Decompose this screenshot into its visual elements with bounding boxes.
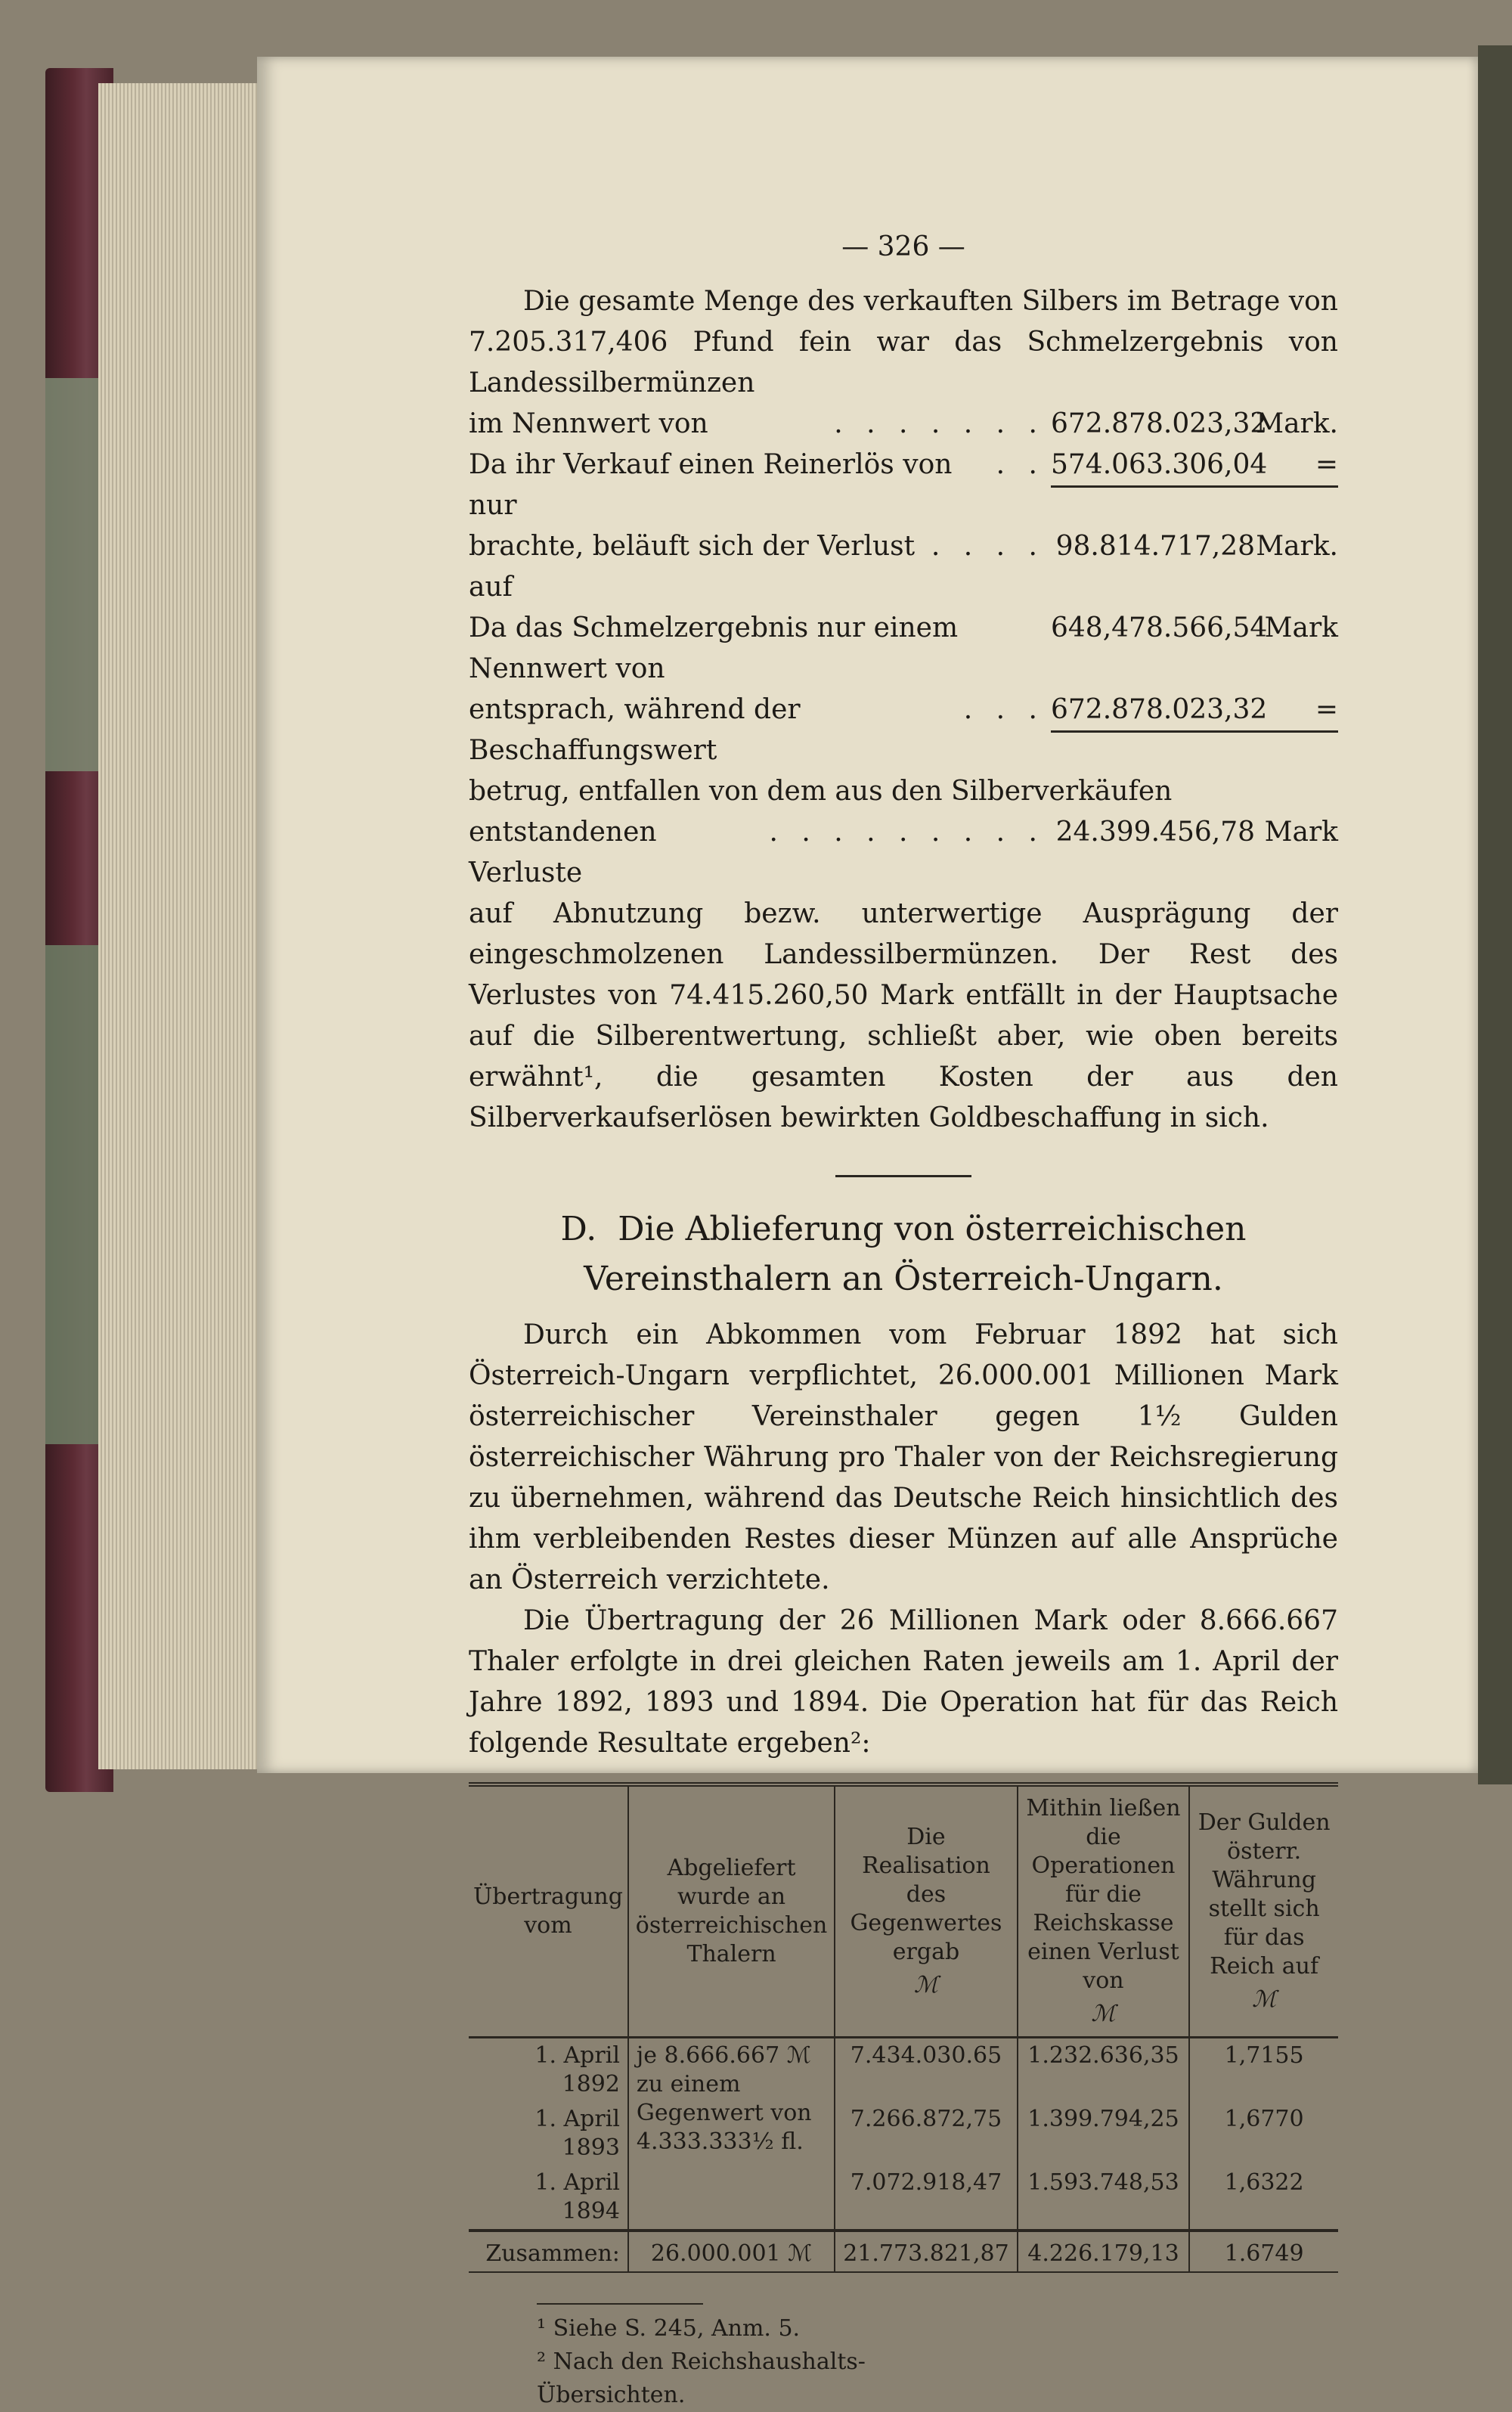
footnote-rule bbox=[537, 2303, 703, 2305]
calc-row bbox=[469, 771, 1338, 812]
cell-gulden: 1,6322 bbox=[1189, 2166, 1338, 2231]
cell-verlust: 1.232.636,35 bbox=[1018, 2038, 1190, 2103]
closing-paragraph: auf Abnutzung bezw. unterwertige Ausprägung der eingeschmolzenen Landessilbermünzen. Der Rest des Verlustes von 74.415.260,50 Mark entfällt in der Hauptsache auf die Silberentwertung, schließt aber, wie oben bereits erwähnt¹, die gesamten Kosten der aus den Silberverkaufserlösen bewirkten Goldbeschaffung in sich. bbox=[469, 898, 1338, 1133]
sum-gulden: 1.6749 bbox=[1189, 2231, 1338, 2272]
cell-realisation: 7.434.030.65 bbox=[835, 2038, 1017, 2103]
calc-row bbox=[469, 690, 1338, 771]
mark-symbol: ℳ bbox=[913, 1972, 938, 1998]
leader-dots: . . . . bbox=[931, 531, 1045, 562]
calc-amount: 648,478.566,54 bbox=[1051, 612, 1268, 643]
calc-label: Da das Schmelzergebnis nur einem Nennwert von bbox=[469, 612, 959, 684]
mark-symbol: ℳ bbox=[1252, 1986, 1277, 2013]
section-divider bbox=[835, 1175, 971, 1177]
table-header: Übertragung vom bbox=[469, 1784, 628, 2038]
calc-label: betrug, entfallen von dem aus den Silberverkäufen bbox=[469, 776, 1173, 807]
footnote: ¹ Siehe S. 245, Anm. 5. bbox=[537, 2315, 801, 2342]
cell-gulden: 1,7155 bbox=[1189, 2038, 1338, 2103]
sum-label: Zusammen: bbox=[469, 2231, 628, 2272]
footnote: ² Nach den Reichshaushalts-Übersichten. bbox=[537, 2348, 866, 2408]
cell-realisation: 7.072.918,47 bbox=[835, 2166, 1017, 2231]
sum-realisation: 21.773.821,87 bbox=[835, 2231, 1017, 2272]
calc-amount: 672.878.023,32 bbox=[1051, 690, 1255, 733]
footnotes bbox=[469, 2303, 885, 2412]
leader-dots: . . bbox=[996, 449, 1045, 480]
leader-dots: . . . bbox=[963, 694, 1045, 725]
table-header: Mithin ließen die Operationen für die Reichskasse einen Verlust von ℳ bbox=[1018, 1784, 1190, 2038]
calc-unit: = bbox=[1255, 690, 1338, 733]
results-table bbox=[469, 1782, 1338, 2273]
calc-unit: Mark bbox=[1264, 612, 1338, 643]
calc-unit: = bbox=[1255, 445, 1338, 488]
cell-date: 1. April 1894 bbox=[534, 2169, 620, 2224]
table-header: Abgeliefert wurde an österreichischen Thalern bbox=[628, 1784, 835, 2038]
cell-verlust: 1.593.748,53 bbox=[1018, 2166, 1190, 2231]
page-edges bbox=[98, 83, 265, 1769]
cell-brace-text: je 8.666.667 ℳ zu einem Gegenwert von 4.333.333½ fl. bbox=[628, 2038, 835, 2231]
calc-row bbox=[469, 404, 1338, 445]
calc-label: im Nennwert von bbox=[469, 408, 708, 439]
calc-unit: Mark bbox=[1264, 817, 1338, 848]
table-row bbox=[469, 2166, 1338, 2231]
calc-label: Da ihr Verkauf einen Reinerlös von nur bbox=[469, 449, 953, 521]
calc-label: entsprach, während der Beschaffungswert bbox=[469, 694, 801, 766]
leader-dots: . . . . . . . . . bbox=[769, 817, 1045, 848]
calc-row bbox=[469, 608, 1338, 690]
calc-unit: Mark. bbox=[1256, 408, 1338, 439]
calc-row bbox=[469, 445, 1338, 526]
section-heading bbox=[469, 1204, 1338, 1304]
section-title: Die Ablieferung von österreichischen Vereinsthalern an Österreich-Ungarn. bbox=[584, 1210, 1247, 1298]
section-letter: D. bbox=[560, 1210, 597, 1248]
table-header: Der Gulden österr. Währung stellt sich für das Reich auf ℳ bbox=[1189, 1784, 1338, 2038]
table-row bbox=[469, 2102, 1338, 2166]
calc-row bbox=[469, 812, 1338, 894]
mark-symbol: ℳ bbox=[1091, 2001, 1116, 2027]
calc-label: brachte, beläuft sich der Verlust auf bbox=[469, 531, 916, 603]
cell-realisation: 7.266.872,75 bbox=[835, 2102, 1017, 2166]
section-paragraph: Durch ein Abkommen vom Februar 1892 hat sich Österreich-Ungarn verpflichtet, 26.000.001 Millionen Mark österreichischer Vereinsthaler gegen 1½ Gulden österreichischer Währung pro Thaler von der Reichsregierung zu übernehmen, während das Deutsche Reich hinsichtlich des ihm verbleibenden Restes dieser Münzen auf alle Ansprüche an Österreich verzichtete. bbox=[469, 1319, 1338, 1595]
calc-amount: 672.878.023,32 bbox=[1051, 408, 1268, 439]
calc-row bbox=[469, 526, 1338, 608]
intro-paragraph: Die gesamte Menge des verkauften Silbers im Betrage von 7.205.317,406 Pfund fein war das Schmelzergebnis von Landessilbermünzen bbox=[469, 286, 1338, 398]
calc-label: entstandenen Verluste bbox=[469, 817, 657, 888]
table-sum-row bbox=[469, 2231, 1338, 2272]
leader-dots: . . . . . . . bbox=[834, 408, 1045, 439]
cell-date: 1. April 1893 bbox=[534, 2106, 620, 2161]
calc-amount: 24.399.456,78 bbox=[1055, 817, 1255, 848]
page-number: — 326 — bbox=[841, 231, 965, 262]
cell-date: 1. April 1892 bbox=[534, 2042, 620, 2097]
right-page-edge bbox=[1478, 45, 1512, 1784]
table-row bbox=[469, 2038, 1338, 2103]
cell-verlust: 1.399.794,25 bbox=[1018, 2102, 1190, 2166]
sum-verlust: 4.226.179,13 bbox=[1018, 2231, 1190, 2272]
table-header: Die Realisation des Gegenwertes ergab ℳ bbox=[835, 1784, 1017, 2038]
page-content bbox=[469, 227, 1338, 2412]
calc-amount: 574.063.306,04 bbox=[1051, 445, 1255, 488]
sum-abgeliefert: 26.000.001 ℳ bbox=[628, 2231, 835, 2272]
section-paragraph: Die Übertragung der 26 Millionen Mark oder 8.666.667 Thaler erfolgte in drei gleichen Raten jeweils am 1. April der Jahre 1892, 1893 und 1894. Die Operation hat für das Reich folgende Resultate ergeben²: bbox=[469, 1605, 1338, 1759]
calc-unit: Mark. bbox=[1256, 531, 1338, 562]
calc-amount: 98.814.717,28 bbox=[1055, 531, 1255, 562]
cell-gulden: 1,6770 bbox=[1189, 2102, 1338, 2166]
